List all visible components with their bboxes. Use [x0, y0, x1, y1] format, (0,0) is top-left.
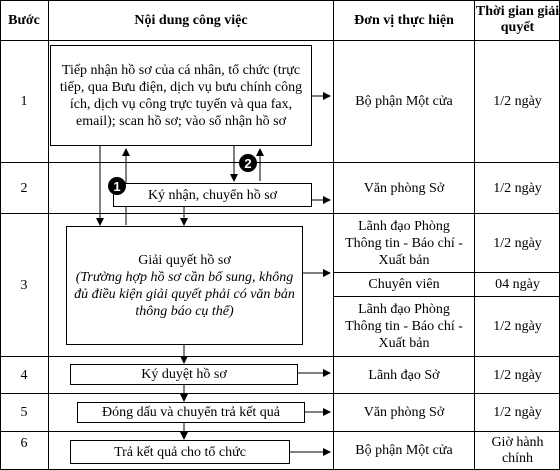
flow-box-sign-transfer: Ký nhận, chuyển hồ sơ: [113, 183, 312, 207]
time-cell: 04 ngày: [495, 277, 540, 292]
unit-cell: Bộ phận Một cửa: [355, 94, 453, 109]
flow-box-deliver-result: Trả kết quả cho tổ chức: [70, 440, 290, 464]
header-step: Bước: [8, 12, 40, 28]
time-cell: 1/2 ngày: [493, 405, 542, 420]
step-number: 2: [20, 180, 28, 196]
unit-cell: Lãnh đạo Sở: [368, 367, 440, 383]
step-number: 1: [20, 94, 28, 109]
step-badge-two: 2: [239, 154, 257, 172]
unit-cell: Bộ phận Một cửa: [355, 443, 453, 458]
unit-cell: Lãnh đạo Phòng Thông tin - Báo chí - Xuất bản: [345, 218, 463, 268]
process-title: Giải quyết hồ sơ: [138, 252, 231, 268]
process-note: (Trường hợp hồ sơ cần bổ sung, không đủ điều kiện giải quyết phải có văn bản thông báo cụ thể): [74, 269, 295, 319]
flow-box-receive: Tiếp nhận hồ sơ của cá nhân, tổ chức (trực tiếp, qua Bưu điện, dịch vụ bưu chính công ích, dịch vụ công trực tuyến và qua fax, email); scan hồ sơ; vào sổ nhận hồ sơ: [50, 45, 312, 146]
time-cell: 1/2 ngày: [493, 319, 542, 334]
step-number: 5: [20, 405, 28, 420]
unit-cell: Lãnh đạo Phòng Thông tin - Báo chí - Xuất bản: [345, 302, 463, 351]
flow-box-stamp-return: Đóng dấu và chuyển trả kết quả: [77, 402, 305, 423]
step-number: 3: [20, 277, 28, 293]
time-cell: 1/2 ngày: [493, 180, 542, 196]
step-number: 6: [20, 435, 28, 451]
unit-cell: Chuyên viên: [368, 277, 440, 292]
unit-cell: Văn phòng Sở: [363, 405, 445, 420]
step-number: 4: [20, 367, 28, 383]
time-cell: 1/2 ngày: [493, 367, 542, 383]
time-cell: 1/2 ngày: [493, 235, 542, 251]
header-time: Thời gian giải quyết: [475, 4, 560, 35]
time-cell: 1/2 ngày: [493, 94, 542, 109]
header-content: Nội dung công việc: [134, 12, 248, 28]
flow-box-approve: Ký duyệt hồ sơ: [70, 364, 298, 385]
time-cell: Giờ hành chính: [491, 434, 544, 466]
flow-box-process: [66, 226, 303, 345]
header-unit: Đơn vị thực hiện: [354, 12, 454, 28]
step-badge-one: 1: [108, 177, 126, 195]
unit-cell: Văn phòng Sở: [363, 180, 445, 196]
